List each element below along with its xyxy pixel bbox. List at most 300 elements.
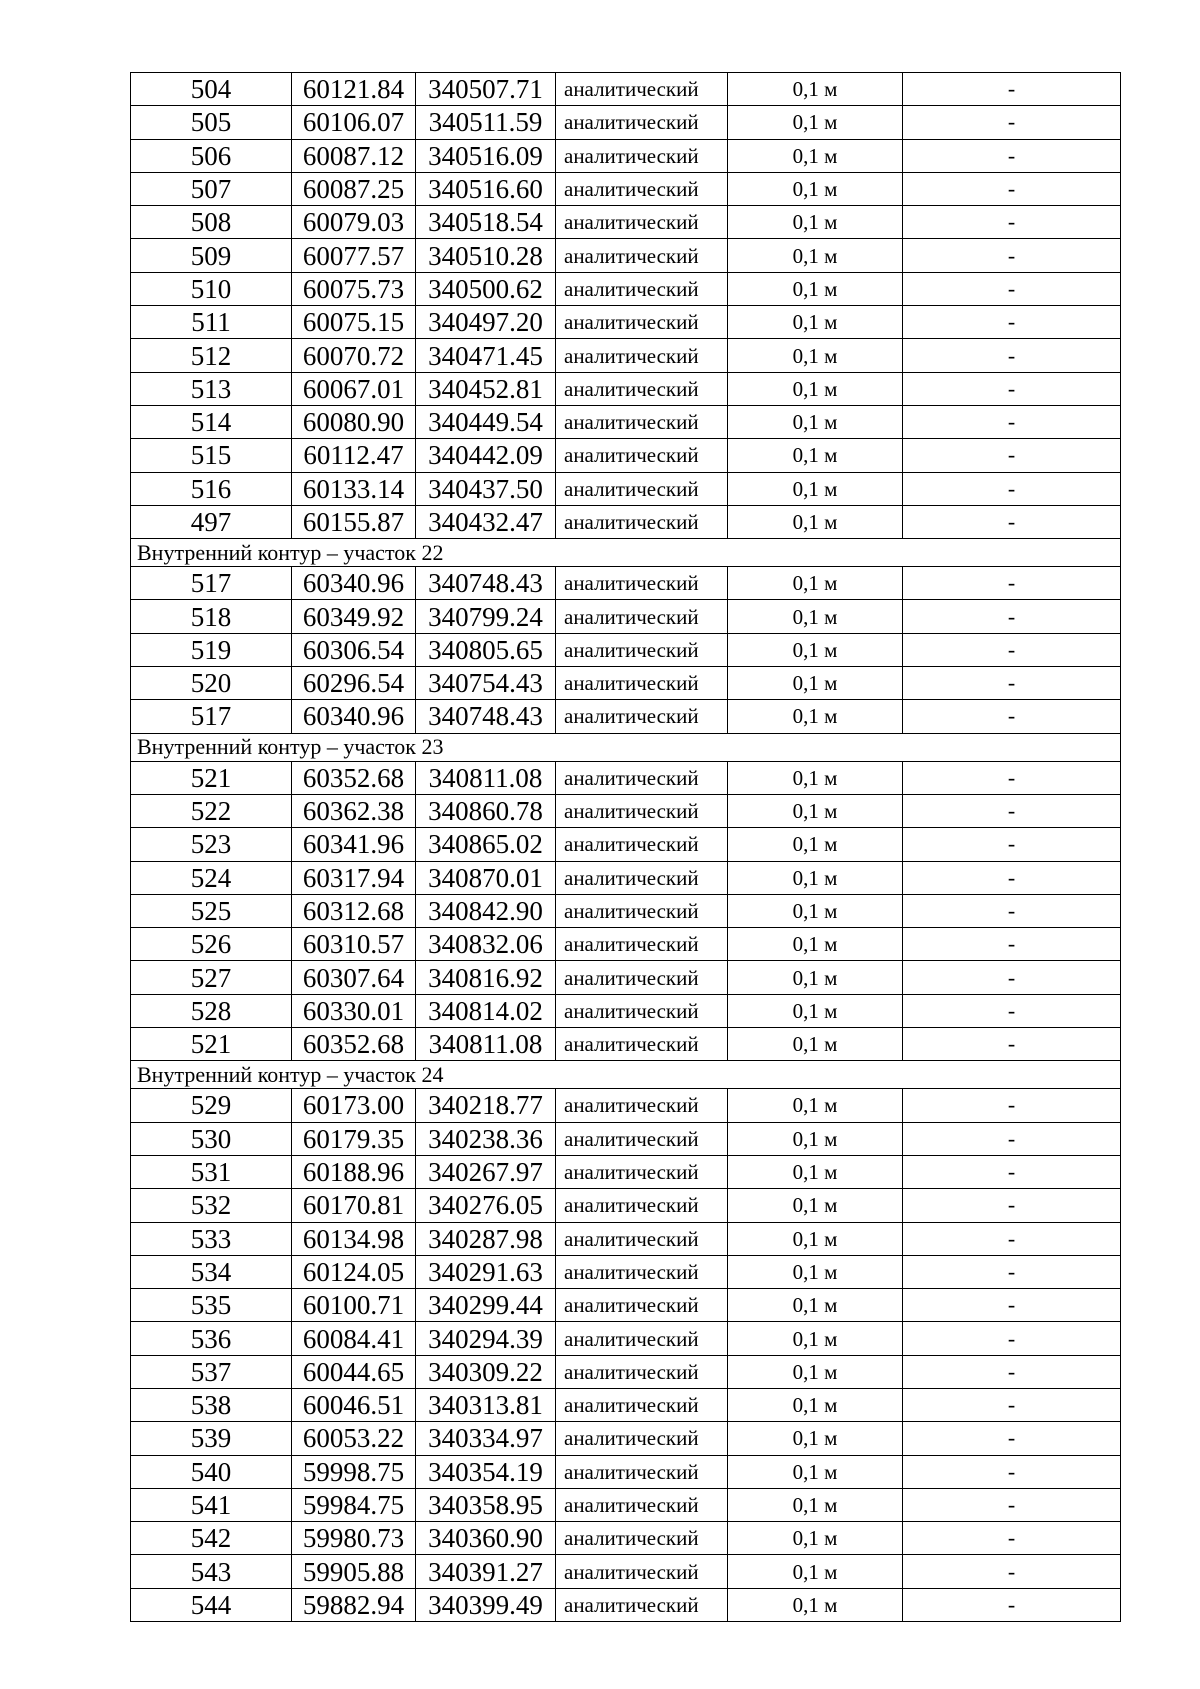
accuracy-cell: 0,1 м	[728, 761, 903, 794]
coord-y-cell: 340865.02	[416, 828, 556, 861]
method-cell: аналитический	[556, 439, 728, 472]
coord-y-cell: 340870.01	[416, 861, 556, 894]
accuracy-cell: 0,1 м	[728, 306, 903, 339]
coordinates-table-body	[131, 73, 1121, 1622]
point-number-cell: 533	[131, 1222, 292, 1255]
point-number-cell: 531	[131, 1155, 292, 1188]
table-row	[131, 633, 1121, 666]
note-cell: -	[903, 928, 1121, 961]
coord-x-cell: 60341.96	[292, 828, 416, 861]
coordinates-table	[130, 72, 1121, 1622]
table-row	[131, 961, 1121, 994]
note-cell: -	[903, 73, 1121, 106]
point-number-cell: 510	[131, 272, 292, 305]
point-number-cell: 518	[131, 600, 292, 633]
coord-y-cell: 340238.36	[416, 1122, 556, 1155]
accuracy-cell: 0,1 м	[728, 1388, 903, 1421]
note-cell: -	[903, 206, 1121, 239]
accuracy-cell: 0,1 м	[728, 600, 903, 633]
coord-x-cell: 60079.03	[292, 206, 416, 239]
point-number-cell: 535	[131, 1289, 292, 1322]
coord-x-cell: 59980.73	[292, 1522, 416, 1555]
point-number-cell: 543	[131, 1555, 292, 1588]
accuracy-cell: 0,1 м	[728, 1455, 903, 1488]
coord-x-cell: 60310.57	[292, 928, 416, 961]
note-cell: -	[903, 828, 1121, 861]
accuracy-cell: 0,1 м	[728, 567, 903, 600]
coord-x-cell: 60046.51	[292, 1388, 416, 1421]
table-row	[131, 1255, 1121, 1288]
method-cell: аналитический	[556, 1388, 728, 1421]
note-cell: -	[903, 372, 1121, 405]
coord-x-cell: 60133.14	[292, 472, 416, 505]
coord-y-cell: 340516.60	[416, 172, 556, 205]
coord-x-cell: 60112.47	[292, 439, 416, 472]
coord-y-cell: 340399.49	[416, 1588, 556, 1621]
table-row	[131, 828, 1121, 861]
accuracy-cell: 0,1 м	[728, 1322, 903, 1355]
coord-x-cell: 60087.25	[292, 172, 416, 205]
point-number-cell: 526	[131, 928, 292, 961]
accuracy-cell: 0,1 м	[728, 439, 903, 472]
coord-x-cell: 60121.84	[292, 73, 416, 106]
coord-y-cell: 340391.27	[416, 1555, 556, 1588]
note-cell: -	[903, 139, 1121, 172]
note-cell: -	[903, 700, 1121, 733]
point-number-cell: 540	[131, 1455, 292, 1488]
accuracy-cell: 0,1 м	[728, 633, 903, 666]
note-cell: -	[903, 1155, 1121, 1188]
method-cell: аналитический	[556, 339, 728, 372]
accuracy-cell: 0,1 м	[728, 1255, 903, 1288]
coord-y-cell: 340811.08	[416, 761, 556, 794]
table-row	[131, 1028, 1121, 1061]
method-cell: аналитический	[556, 633, 728, 666]
point-number-cell: 541	[131, 1488, 292, 1521]
point-number-cell: 532	[131, 1189, 292, 1222]
accuracy-cell: 0,1 м	[728, 894, 903, 927]
method-cell: аналитический	[556, 1522, 728, 1555]
point-number-cell: 513	[131, 372, 292, 405]
table-row	[131, 405, 1121, 438]
coord-x-cell: 60087.12	[292, 139, 416, 172]
point-number-cell: 538	[131, 1388, 292, 1421]
method-cell: аналитический	[556, 761, 728, 794]
table-row	[131, 1522, 1121, 1555]
point-number-cell: 525	[131, 894, 292, 927]
note-cell: -	[903, 172, 1121, 205]
coord-y-cell: 340518.54	[416, 206, 556, 239]
accuracy-cell: 0,1 м	[728, 239, 903, 272]
coord-y-cell: 340511.59	[416, 106, 556, 139]
method-cell: аналитический	[556, 667, 728, 700]
method-cell: аналитический	[556, 206, 728, 239]
coord-y-cell: 340500.62	[416, 272, 556, 305]
note-cell: -	[903, 1322, 1121, 1355]
section-title: Внутренний контур – участок 22	[131, 539, 1121, 567]
method-cell: аналитический	[556, 272, 728, 305]
coord-x-cell: 60106.07	[292, 106, 416, 139]
accuracy-cell: 0,1 м	[728, 1555, 903, 1588]
method-cell: аналитический	[556, 600, 728, 633]
method-cell: аналитический	[556, 505, 728, 538]
coord-y-cell: 340360.90	[416, 1522, 556, 1555]
coord-y-cell: 340437.50	[416, 472, 556, 505]
note-cell: -	[903, 1388, 1121, 1421]
point-number-cell: 530	[131, 1122, 292, 1155]
table-row	[131, 994, 1121, 1027]
table-row	[131, 73, 1121, 106]
coord-y-cell: 340294.39	[416, 1322, 556, 1355]
coord-x-cell: 60170.81	[292, 1189, 416, 1222]
coord-y-cell: 340291.63	[416, 1255, 556, 1288]
method-cell: аналитический	[556, 1422, 728, 1455]
coord-x-cell: 60352.68	[292, 761, 416, 794]
point-number-cell: 519	[131, 633, 292, 666]
section-header-row	[131, 1061, 1121, 1089]
coord-y-cell: 340510.28	[416, 239, 556, 272]
accuracy-cell: 0,1 м	[728, 794, 903, 827]
table-row	[131, 761, 1121, 794]
note-cell: -	[903, 1588, 1121, 1621]
method-cell: аналитический	[556, 928, 728, 961]
coord-x-cell: 60330.01	[292, 994, 416, 1027]
point-number-cell: 542	[131, 1522, 292, 1555]
coord-y-cell: 340805.65	[416, 633, 556, 666]
section-header-row	[131, 733, 1121, 761]
note-cell: -	[903, 1355, 1121, 1388]
table-row	[131, 1222, 1121, 1255]
coord-y-cell: 340218.77	[416, 1089, 556, 1122]
table-row	[131, 667, 1121, 700]
coord-y-cell: 340267.97	[416, 1155, 556, 1188]
accuracy-cell: 0,1 м	[728, 172, 903, 205]
method-cell: аналитический	[556, 894, 728, 927]
accuracy-cell: 0,1 м	[728, 1488, 903, 1521]
note-cell: -	[903, 1289, 1121, 1322]
point-number-cell: 537	[131, 1355, 292, 1388]
table-row	[131, 239, 1121, 272]
coord-y-cell: 340748.43	[416, 700, 556, 733]
table-row	[131, 472, 1121, 505]
coord-y-cell: 340309.22	[416, 1355, 556, 1388]
coord-x-cell: 60080.90	[292, 405, 416, 438]
document-page	[130, 72, 1120, 1622]
accuracy-cell: 0,1 м	[728, 73, 903, 106]
point-number-cell: 508	[131, 206, 292, 239]
coord-y-cell: 340832.06	[416, 928, 556, 961]
method-cell: аналитический	[556, 1588, 728, 1621]
point-number-cell: 517	[131, 567, 292, 600]
method-cell: аналитический	[556, 1289, 728, 1322]
method-cell: аналитический	[556, 306, 728, 339]
note-cell: -	[903, 1089, 1121, 1122]
table-row	[131, 1355, 1121, 1388]
coord-y-cell: 340811.08	[416, 1028, 556, 1061]
coord-y-cell: 340313.81	[416, 1388, 556, 1421]
point-number-cell: 504	[131, 73, 292, 106]
coord-y-cell: 340799.24	[416, 600, 556, 633]
method-cell: аналитический	[556, 1222, 728, 1255]
accuracy-cell: 0,1 м	[728, 1289, 903, 1322]
coord-y-cell: 340432.47	[416, 505, 556, 538]
method-cell: аналитический	[556, 794, 728, 827]
accuracy-cell: 0,1 м	[728, 1089, 903, 1122]
table-row	[131, 439, 1121, 472]
accuracy-cell: 0,1 м	[728, 828, 903, 861]
note-cell: -	[903, 1028, 1121, 1061]
point-number-cell: 528	[131, 994, 292, 1027]
coord-y-cell: 340860.78	[416, 794, 556, 827]
accuracy-cell: 0,1 м	[728, 1155, 903, 1188]
section-title: Внутренний контур – участок 24	[131, 1061, 1121, 1089]
accuracy-cell: 0,1 м	[728, 961, 903, 994]
method-cell: аналитический	[556, 372, 728, 405]
coord-y-cell: 340276.05	[416, 1189, 556, 1222]
note-cell: -	[903, 106, 1121, 139]
method-cell: аналитический	[556, 1555, 728, 1588]
coord-y-cell: 340287.98	[416, 1222, 556, 1255]
table-row	[131, 1155, 1121, 1188]
method-cell: аналитический	[556, 73, 728, 106]
table-row	[131, 1189, 1121, 1222]
note-cell: -	[903, 861, 1121, 894]
method-cell: аналитический	[556, 1355, 728, 1388]
accuracy-cell: 0,1 м	[728, 1122, 903, 1155]
note-cell: -	[903, 600, 1121, 633]
coord-x-cell: 60075.73	[292, 272, 416, 305]
accuracy-cell: 0,1 м	[728, 1028, 903, 1061]
note-cell: -	[903, 239, 1121, 272]
point-number-cell: 511	[131, 306, 292, 339]
note-cell: -	[903, 961, 1121, 994]
table-row	[131, 1289, 1121, 1322]
accuracy-cell: 0,1 м	[728, 928, 903, 961]
note-cell: -	[903, 761, 1121, 794]
note-cell: -	[903, 567, 1121, 600]
coord-x-cell: 60044.65	[292, 1355, 416, 1388]
point-number-cell: 521	[131, 761, 292, 794]
note-cell: -	[903, 1555, 1121, 1588]
coord-y-cell: 340471.45	[416, 339, 556, 372]
coord-x-cell: 60173.00	[292, 1089, 416, 1122]
table-row	[131, 1122, 1121, 1155]
coord-x-cell: 60340.96	[292, 700, 416, 733]
table-row	[131, 306, 1121, 339]
coord-y-cell: 340354.19	[416, 1455, 556, 1488]
table-row	[131, 206, 1121, 239]
table-row	[131, 1089, 1121, 1122]
accuracy-cell: 0,1 м	[728, 1222, 903, 1255]
accuracy-cell: 0,1 м	[728, 1422, 903, 1455]
coord-x-cell: 60307.64	[292, 961, 416, 994]
coord-x-cell: 60179.35	[292, 1122, 416, 1155]
table-row	[131, 505, 1121, 538]
note-cell: -	[903, 1455, 1121, 1488]
point-number-cell: 517	[131, 700, 292, 733]
accuracy-cell: 0,1 м	[728, 206, 903, 239]
accuracy-cell: 0,1 м	[728, 372, 903, 405]
coord-x-cell: 60296.54	[292, 667, 416, 700]
table-row	[131, 1555, 1121, 1588]
coord-y-cell: 340816.92	[416, 961, 556, 994]
coord-y-cell: 340516.09	[416, 139, 556, 172]
coord-x-cell: 59905.88	[292, 1555, 416, 1588]
method-cell: аналитический	[556, 1028, 728, 1061]
accuracy-cell: 0,1 м	[728, 861, 903, 894]
method-cell: аналитический	[556, 172, 728, 205]
coord-y-cell: 340748.43	[416, 567, 556, 600]
table-row	[131, 567, 1121, 600]
point-number-cell: 524	[131, 861, 292, 894]
table-row	[131, 1422, 1121, 1455]
note-cell: -	[903, 272, 1121, 305]
accuracy-cell: 0,1 м	[728, 1522, 903, 1555]
method-cell: аналитический	[556, 828, 728, 861]
coord-x-cell: 60077.57	[292, 239, 416, 272]
note-cell: -	[903, 306, 1121, 339]
note-cell: -	[903, 339, 1121, 372]
point-number-cell: 534	[131, 1255, 292, 1288]
point-number-cell: 521	[131, 1028, 292, 1061]
coord-x-cell: 60340.96	[292, 567, 416, 600]
method-cell: аналитический	[556, 1155, 728, 1188]
coord-x-cell: 60312.68	[292, 894, 416, 927]
table-row	[131, 372, 1121, 405]
note-cell: -	[903, 633, 1121, 666]
table-row	[131, 139, 1121, 172]
note-cell: -	[903, 667, 1121, 700]
note-cell: -	[903, 994, 1121, 1027]
coord-y-cell: 340842.90	[416, 894, 556, 927]
accuracy-cell: 0,1 м	[728, 339, 903, 372]
method-cell: аналитический	[556, 139, 728, 172]
coord-x-cell: 60070.72	[292, 339, 416, 372]
coord-y-cell: 340754.43	[416, 667, 556, 700]
coord-x-cell: 59984.75	[292, 1488, 416, 1521]
method-cell: аналитический	[556, 239, 728, 272]
point-number-cell: 527	[131, 961, 292, 994]
note-cell: -	[903, 894, 1121, 927]
coord-y-cell: 340507.71	[416, 73, 556, 106]
coord-y-cell: 340334.97	[416, 1422, 556, 1455]
coord-y-cell: 340449.54	[416, 405, 556, 438]
table-row	[131, 1388, 1121, 1421]
note-cell: -	[903, 439, 1121, 472]
accuracy-cell: 0,1 м	[728, 272, 903, 305]
accuracy-cell: 0,1 м	[728, 1355, 903, 1388]
table-row	[131, 928, 1121, 961]
coord-x-cell: 60352.68	[292, 1028, 416, 1061]
accuracy-cell: 0,1 м	[728, 667, 903, 700]
accuracy-cell: 0,1 м	[728, 1588, 903, 1621]
coord-x-cell: 60100.71	[292, 1289, 416, 1322]
coord-x-cell: 60053.22	[292, 1422, 416, 1455]
table-row	[131, 1322, 1121, 1355]
table-row	[131, 861, 1121, 894]
coord-x-cell: 60317.94	[292, 861, 416, 894]
table-row	[131, 1588, 1121, 1621]
method-cell: аналитический	[556, 472, 728, 505]
point-number-cell: 515	[131, 439, 292, 472]
note-cell: -	[903, 794, 1121, 827]
coord-x-cell: 60306.54	[292, 633, 416, 666]
note-cell: -	[903, 405, 1121, 438]
note-cell: -	[903, 1222, 1121, 1255]
table-row	[131, 1488, 1121, 1521]
accuracy-cell: 0,1 м	[728, 472, 903, 505]
table-row	[131, 794, 1121, 827]
point-number-cell: 520	[131, 667, 292, 700]
note-cell: -	[903, 1522, 1121, 1555]
point-number-cell: 514	[131, 405, 292, 438]
coord-x-cell: 60362.38	[292, 794, 416, 827]
accuracy-cell: 0,1 м	[728, 505, 903, 538]
point-number-cell: 505	[131, 106, 292, 139]
note-cell: -	[903, 1422, 1121, 1455]
table-row	[131, 700, 1121, 733]
method-cell: аналитический	[556, 961, 728, 994]
point-number-cell: 506	[131, 139, 292, 172]
table-row	[131, 272, 1121, 305]
note-cell: -	[903, 1189, 1121, 1222]
accuracy-cell: 0,1 м	[728, 994, 903, 1027]
point-number-cell: 522	[131, 794, 292, 827]
coord-x-cell: 60349.92	[292, 600, 416, 633]
accuracy-cell: 0,1 м	[728, 405, 903, 438]
method-cell: аналитический	[556, 861, 728, 894]
coord-y-cell: 340358.95	[416, 1488, 556, 1521]
table-row	[131, 894, 1121, 927]
method-cell: аналитический	[556, 1455, 728, 1488]
note-cell: -	[903, 505, 1121, 538]
method-cell: аналитический	[556, 994, 728, 1027]
accuracy-cell: 0,1 м	[728, 700, 903, 733]
note-cell: -	[903, 1122, 1121, 1155]
coord-x-cell: 59998.75	[292, 1455, 416, 1488]
accuracy-cell: 0,1 м	[728, 106, 903, 139]
coord-y-cell: 340452.81	[416, 372, 556, 405]
table-row	[131, 106, 1121, 139]
method-cell: аналитический	[556, 1189, 728, 1222]
method-cell: аналитический	[556, 106, 728, 139]
method-cell: аналитический	[556, 1255, 728, 1288]
note-cell: -	[903, 1488, 1121, 1521]
point-number-cell: 516	[131, 472, 292, 505]
accuracy-cell: 0,1 м	[728, 1189, 903, 1222]
coord-x-cell: 60067.01	[292, 372, 416, 405]
section-header-row	[131, 539, 1121, 567]
coord-x-cell: 60075.15	[292, 306, 416, 339]
table-row	[131, 172, 1121, 205]
point-number-cell: 497	[131, 505, 292, 538]
point-number-cell: 523	[131, 828, 292, 861]
coord-x-cell: 59882.94	[292, 1588, 416, 1621]
method-cell: аналитический	[556, 700, 728, 733]
note-cell: -	[903, 472, 1121, 505]
point-number-cell: 512	[131, 339, 292, 372]
point-number-cell: 544	[131, 1588, 292, 1621]
method-cell: аналитический	[556, 1089, 728, 1122]
section-title: Внутренний контур – участок 23	[131, 733, 1121, 761]
point-number-cell: 529	[131, 1089, 292, 1122]
table-row	[131, 339, 1121, 372]
note-cell: -	[903, 1255, 1121, 1288]
coord-x-cell: 60084.41	[292, 1322, 416, 1355]
table-row	[131, 600, 1121, 633]
coord-y-cell: 340299.44	[416, 1289, 556, 1322]
accuracy-cell: 0,1 м	[728, 139, 903, 172]
